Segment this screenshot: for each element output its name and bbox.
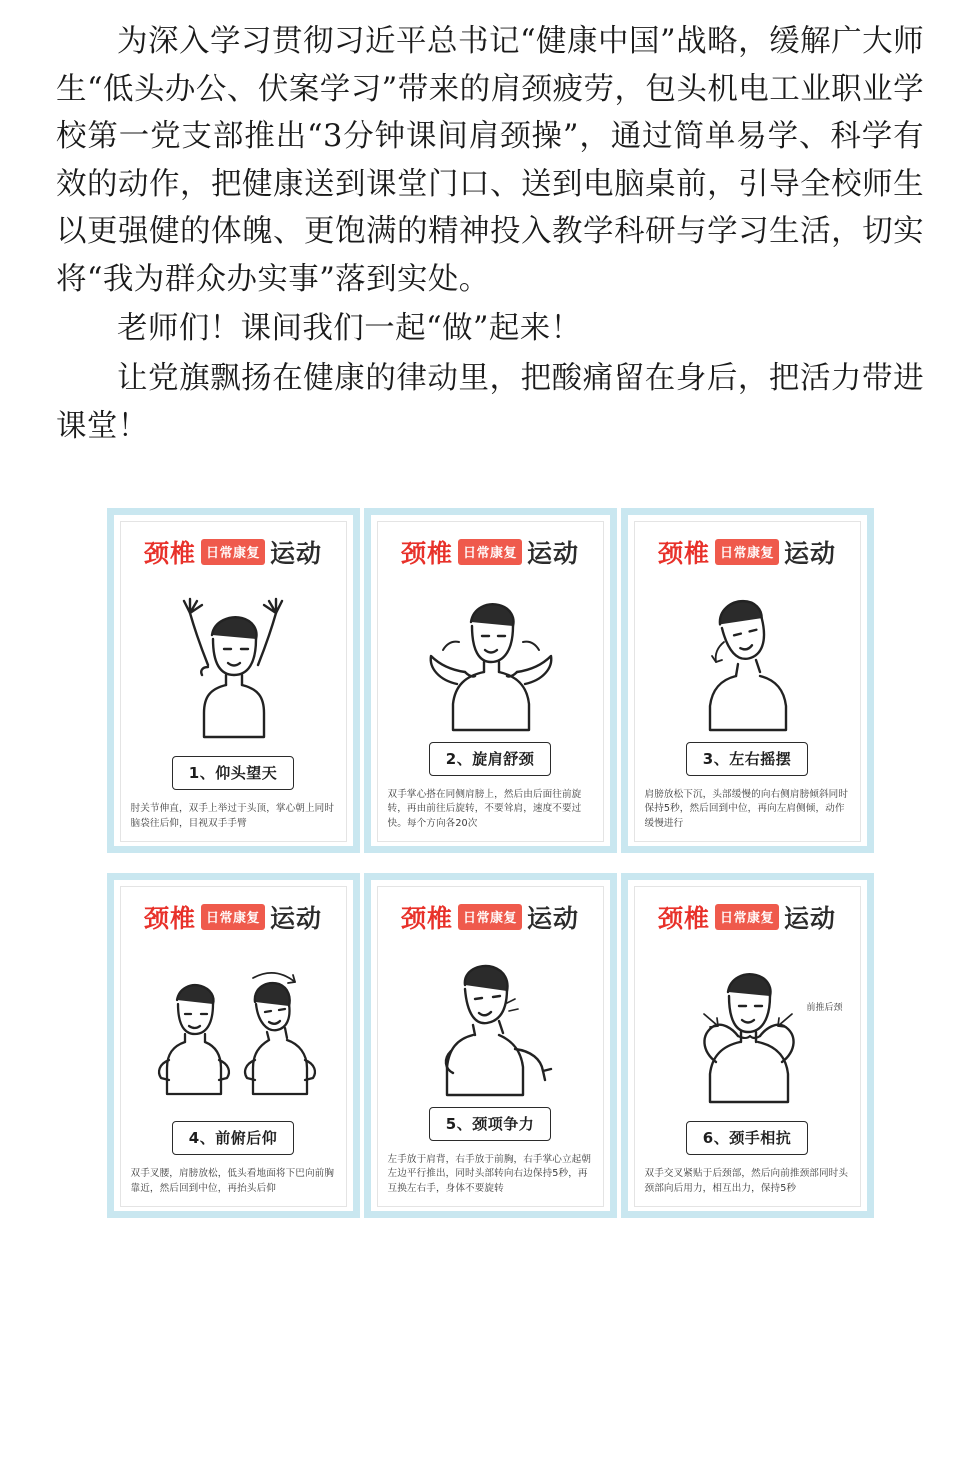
exercise-card-1 (107, 508, 360, 853)
step-label-2: 2、旋肩舒颈 (429, 742, 551, 776)
paragraph-3: 让党旗飘扬在健康的律动里，把酸痛留在身后，把活力带进课堂！ (56, 361, 924, 444)
step-description-1: 肘关节伸直，双手上举过于头顶，掌心朝上同时脑袋往后仰，目视双手手臂 (130, 803, 335, 829)
card-inner (377, 521, 604, 842)
card-title-badge: 日常康复 (201, 539, 265, 565)
annotation-label-6: 前推后颈 (806, 1003, 843, 1014)
exercise-illustration-3 (635, 570, 860, 742)
card-inner (120, 521, 347, 842)
exercise-card-5 (364, 873, 617, 1218)
step-description-6: 双手交叉紧贴于后颈部，然后向前推颈部同时头颈部向后用力，相互出力，保持5秒 (644, 1168, 849, 1194)
card-title-red: 颈椎 (143, 539, 196, 569)
card-title (658, 899, 836, 935)
card-title (401, 899, 579, 935)
card-title-badge: 日常康复 (715, 904, 779, 930)
exercise-illustration-1 (121, 570, 346, 756)
step-label-1: 1、仰头望天 (172, 756, 294, 790)
card-title-dark: 运动 (784, 904, 837, 934)
step-label-4: 4、前俯后仰 (172, 1121, 294, 1155)
step-label-6: 6、颈手相抗 (686, 1121, 808, 1155)
card-inner (120, 886, 347, 1207)
exercise-card-gallery (56, 508, 924, 1218)
step-description-5: 左手放于肩背，右手放于前胸，右手掌心立起朝左边平行推出，同时头部转向右边保持5秒，再互换左右手，身体不要旋转 (387, 1154, 592, 1194)
card-title (658, 534, 836, 570)
card-title-red: 颈椎 (400, 904, 453, 934)
card-title-red: 颈椎 (400, 539, 453, 569)
card-title-red: 颈椎 (657, 904, 710, 934)
card-title-dark: 运动 (270, 539, 323, 569)
card-title-badge: 日常康复 (715, 539, 779, 565)
card-title-dark: 运动 (270, 904, 323, 934)
card-row-2 (107, 873, 874, 1218)
card-title (401, 534, 579, 570)
card-title-dark: 运动 (527, 904, 580, 934)
article-body (56, 18, 924, 450)
step-description-3: 肩膀放松下沉，头部缓慢的向右侧肩膀倾斜同时保持5秒，然后回到中位，再向左肩侧倾，动作缓慢进行 (644, 789, 849, 829)
exercise-illustration-6 (635, 935, 860, 1121)
exercise-card-2 (364, 508, 617, 853)
step-label-3: 3、左右摇摆 (686, 742, 808, 776)
card-title-red: 颈椎 (657, 539, 710, 569)
card-title-red: 颈椎 (143, 904, 196, 934)
card-title-badge: 日常康复 (458, 539, 522, 565)
step-label-5: 5、颈项争力 (429, 1107, 551, 1141)
exercise-card-6 (621, 873, 874, 1218)
exercise-card-4 (107, 873, 360, 1218)
exercise-illustration-2 (378, 570, 603, 742)
card-title (144, 534, 322, 570)
card-title-badge: 日常康复 (458, 904, 522, 930)
card-title (144, 899, 322, 935)
step-description-4: 双手叉腰，肩膀放松，低头看地面将下巴向前胸靠近，然后回到中位，再抬头后仰 (130, 1168, 335, 1194)
paragraph-2: 老师们！课间我们一起“做”起来！ (117, 311, 582, 347)
card-row-1 (107, 508, 874, 853)
exercise-illustration-5 (378, 935, 603, 1107)
exercise-illustration-4 (121, 935, 346, 1121)
paragraph-1: 为深入学习贯彻习近平总书记“健康中国”战略，缓解广大师生“低头办公、伏案学习”带来的肩颈疲劳，包头机电工业职业学校第一党支部推出“3分钟课间肩颈操”，通过简单易学、科学有效的动作，把健康送到课堂门口、送到电脑桌前，引导全校师生以更强健的体魄、更饱满的精神投入教学科研与学习生活，切实将“我为群众办实事”落到实处。 (56, 24, 924, 297)
card-inner (377, 886, 604, 1207)
card-title-badge: 日常康复 (201, 904, 265, 930)
card-title-dark: 运动 (784, 539, 837, 569)
exercise-card-3 (621, 508, 874, 853)
step-description-2: 双手掌心搭在同侧肩膀上，然后由后面往前旋转，再由前往后旋转，不要耸肩，速度不要过快。每个方向各20次 (387, 789, 582, 829)
card-title-dark: 运动 (527, 539, 580, 569)
card-inner (634, 521, 861, 842)
card-inner (634, 886, 861, 1207)
